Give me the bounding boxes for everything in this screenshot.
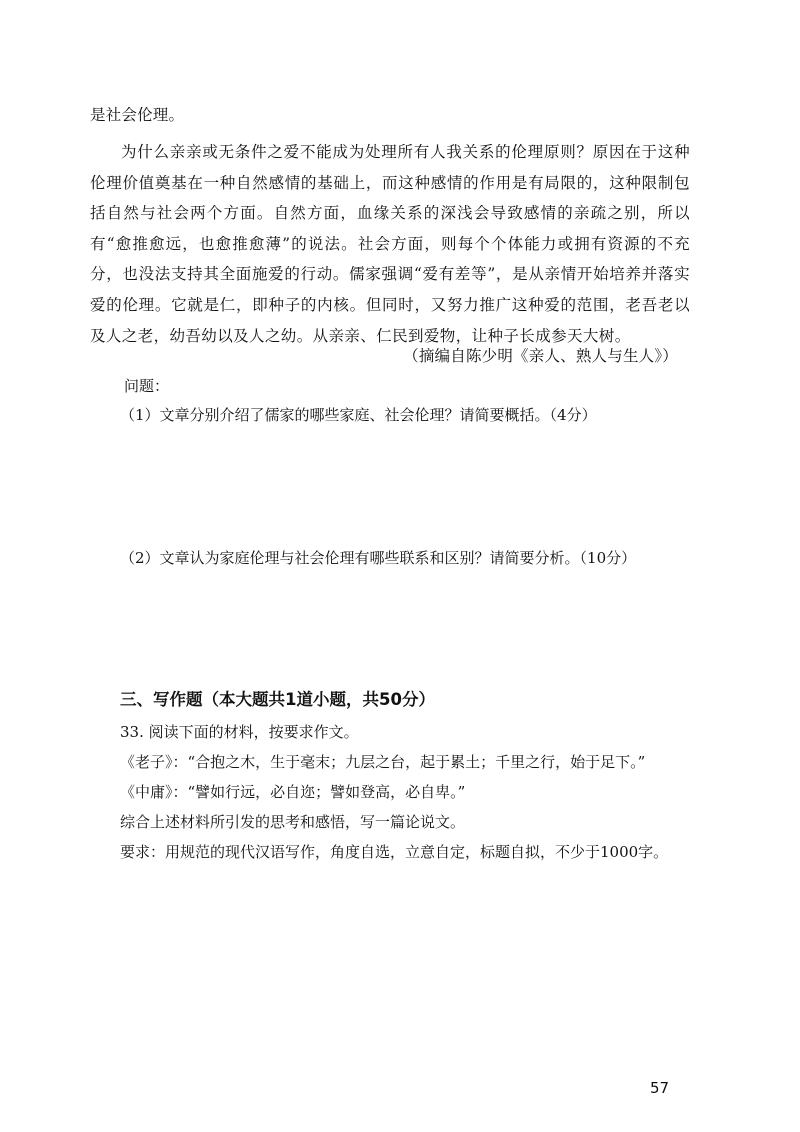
questions-heading: 问题： [124, 377, 170, 395]
question-2: （2）文章认为家庭伦理与社会伦理有哪些联系和区别？请简要分析。（10分） [120, 549, 637, 567]
continued-line: 是社会伦理。 [90, 106, 185, 124]
quote-laozi: 《老子》：“合抱之木，生于毫末；九层之台，起于累土；千里之行，始于足下。” [120, 753, 646, 771]
reading-paragraph: 为什么亲亲或无条件之爱不能成为处理所有人我关系的伦理原则？原因在于这种伦理价值奠基在一种自然感情的基础上，而这种感情的作用是有局限的，这种限制包括自然与社会两个方面。自然方面，血缘关系的深浅会导致感情的亲疏之别，所以有“愈推愈远，也愈推愈薄”的说法。社会方面，则每个个体能力或拥有资源的不充分，也没法支持其全面施爱的行动。儒家强调“爱有差等”，是从亲情开始培养并落实爱的伦理。它就是仁，即种子的内核。但同时，又努力推广这种爱的范围，老吾老以及人之老，幼吾幼以及人之幼。从亲亲、仁民到爱物，让种子长成参天大树。 [90, 143, 690, 345]
source-citation: （摘编自陈少明《亲人、熟人与生人》） [403, 347, 678, 365]
writing-prompt: 33. 阅读下面的材料，按要求作文。 [120, 723, 359, 741]
question-1: （1）文章分别介绍了儒家的哪些家庭、社会伦理？请简要概括。（4分） [120, 406, 597, 424]
writing-requirement: 要求：用规范的现代汉语写作，角度自选，立意自定，标题自拟，不少于1000字。 [120, 843, 669, 861]
writing-instruction: 综合上述材料所引发的思考和感悟，写一篇论说文。 [120, 813, 466, 831]
quote-zhongyong: 《中庸》：“譬如行远，必自迩；譬如登高，必自卑。” [120, 783, 466, 801]
writing-section-title: 三、写作题（本大题共1道小题，共50分） [120, 690, 435, 709]
page-number: 57 [650, 1079, 670, 1097]
